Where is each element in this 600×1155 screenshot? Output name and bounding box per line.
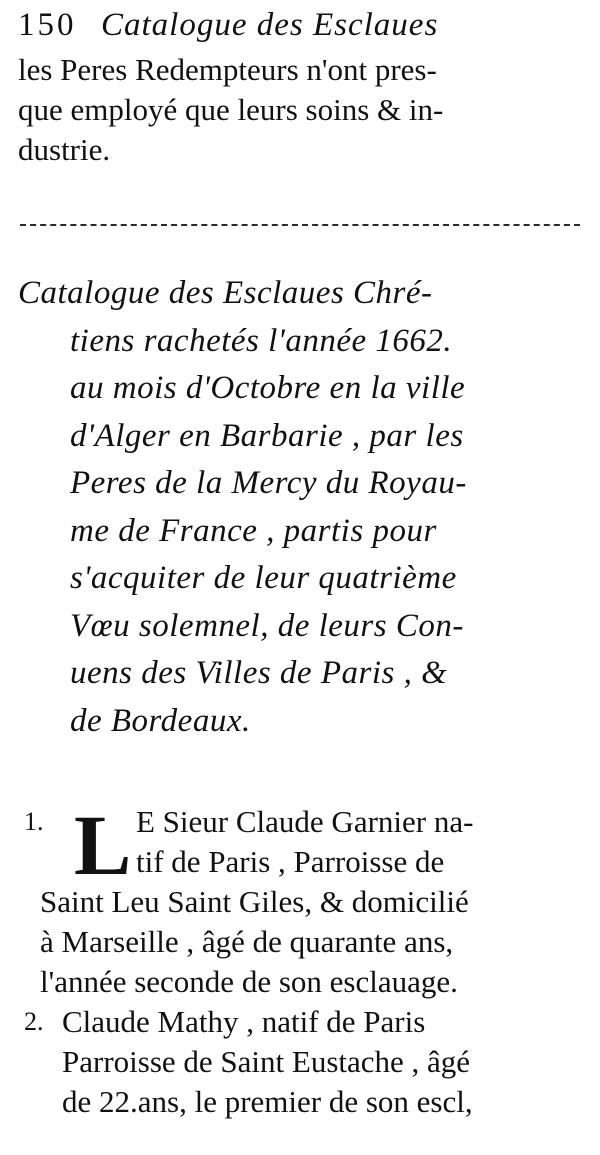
running-head — [18, 2, 588, 46]
catalogue-entries — [18, 797, 580, 1122]
catalogue-entry — [18, 1002, 580, 1122]
heading-line: s'acquiter de leur quatrième — [70, 560, 457, 596]
text-line: les Peres Redempteurs n'ont pres- — [18, 52, 437, 87]
entry-line: à Marseille , âgé de quarante ans, — [40, 924, 454, 959]
intro-paragraph — [18, 50, 578, 170]
heading-line: tiens rachetés l'année 1662. — [70, 322, 453, 359]
heading-line: Peres de la Mercy du Royau- — [70, 465, 467, 501]
entry-line: tif de Paris , Parroisse de — [136, 844, 445, 879]
heading-line: Vœu solemnel, de leurs Con- — [70, 607, 464, 644]
entry-number: 1. — [24, 807, 44, 836]
entry-line: de 22.ans, le premier de son escl, — [62, 1084, 473, 1119]
heading-line: uens des Villes de Paris , & — [70, 655, 448, 691]
heading-line: au mois d'Octobre en la ville — [70, 370, 466, 406]
text-line: que employé que leurs soins & in- — [18, 92, 444, 127]
heading-line: de Bordeaux. — [70, 702, 251, 739]
heading-line: Catalogue des Esclaues Chré- — [18, 275, 433, 311]
entry-line: l'année seconde de son esclauage. — [40, 964, 458, 999]
catalogue-entry — [18, 797, 580, 1002]
running-title: Catalogue des Esclaues — [101, 7, 439, 43]
entry-line: E Sieur Claude Garnier na- — [136, 804, 474, 839]
entry-line: Claude Mathy , natif de Paris — [62, 1004, 426, 1039]
section-divider — [20, 224, 580, 226]
entry-line: Parroisse de Saint Eustache , âgé — [62, 1044, 471, 1079]
text-line: dustrie. — [18, 132, 111, 167]
heading-line: me de France , partis pour — [70, 512, 437, 549]
drop-cap: L — [74, 797, 132, 893]
entry-number: 2. — [24, 1007, 44, 1036]
page-number: 150 — [18, 7, 77, 43]
heading-line: d'Alger en Barbarie , par les — [70, 417, 464, 454]
section-heading — [18, 270, 580, 745]
entry-line: Saint Leu Saint Giles, & domicilié — [40, 884, 469, 919]
